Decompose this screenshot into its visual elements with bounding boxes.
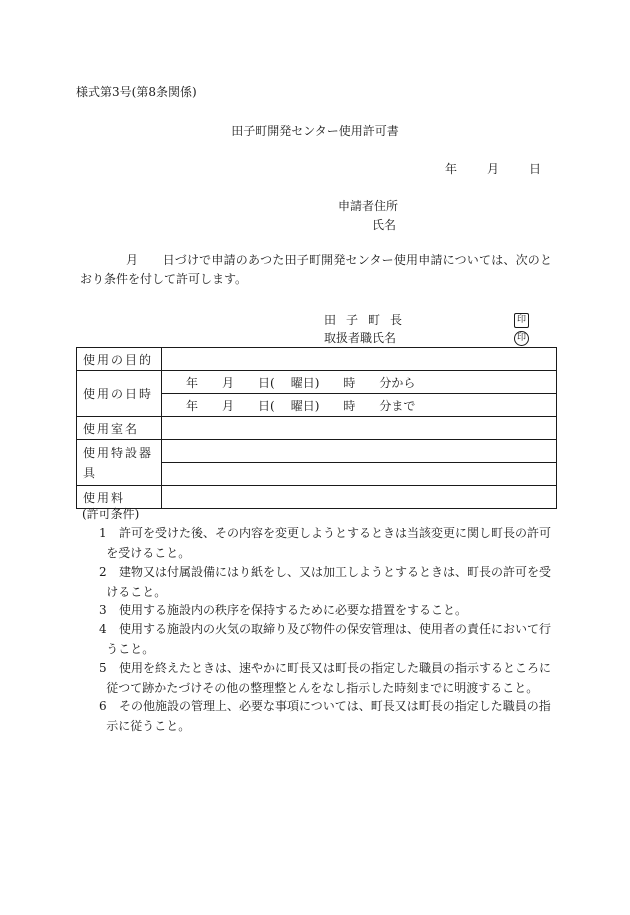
condition-number: 5 (99, 661, 107, 675)
datetime-to (162, 394, 557, 417)
condition-number: 1 (99, 526, 107, 540)
table-row-fee (77, 486, 557, 509)
date-day: 日 (529, 162, 542, 176)
equipment-value-2 (162, 463, 557, 486)
from-hour: 時 (343, 375, 356, 390)
room-label: 使用室名 (77, 417, 162, 440)
condition-text: 許可を受けた後、その内容を変更しようとするときは当該変更に関し町長の許可を受けること。 (106, 526, 552, 560)
condition-item (99, 620, 559, 659)
date-line (445, 161, 541, 177)
date-year: 年 (445, 162, 458, 176)
equipment-value-1 (162, 440, 557, 463)
datetime-label: 使用の日時 (77, 371, 162, 417)
purpose-label: 使用の目的 (77, 348, 162, 371)
date-month: 月 (487, 162, 500, 176)
body-paragraph: 月 日づけで申請のあつた田子町開発センター使用申請については、次のとおり条件を付して許可します。 (80, 253, 552, 286)
equipment-label: 使用特設器具 (77, 440, 162, 486)
condition-number: 6 (99, 699, 107, 713)
from-month: 月 (222, 375, 235, 390)
to-month: 月 (222, 398, 235, 413)
condition-text: 使用する施設内の火気の取締り及び物件の保安管理は、使用者の責任において行うこと。 (106, 622, 552, 656)
condition-item (99, 563, 559, 602)
table-row-datetime-from (77, 371, 557, 394)
condition-number: 3 (99, 603, 107, 617)
condition-text: 使用する施設内の秩序を保持するために必要な措置をすること。 (119, 603, 468, 617)
permit-info-table (76, 347, 557, 509)
purpose-value (162, 348, 557, 371)
to-year: 年 (186, 398, 199, 413)
table-row-equipment (77, 440, 557, 463)
fee-label: 使用料 (77, 486, 162, 509)
fee-value (162, 486, 557, 509)
condition-text: 使用を終えたときは、速やかに町長又は町長の指定した職員の指示するところに従つて跡かたづけその他の整理整とんをなし指示した時刻までに明渡すること。 (106, 661, 552, 695)
form-number: 様式第3号(第8条関係) (76, 85, 197, 99)
to-day: 日( (258, 398, 275, 413)
page-title: 田子町開発センター使用許可書 (231, 124, 399, 138)
condition-item (99, 524, 559, 563)
condition-number: 2 (99, 565, 107, 579)
applicant-name-label: 氏名 (372, 218, 397, 232)
from-minute: 分から (379, 375, 416, 390)
condition-text: 建物又は付属設備にはり紙をし、又は加工しようとするときは、町長の許可を受けること。 (106, 565, 552, 599)
from-day: 日( (258, 375, 275, 390)
conditions-heading: (許可条件) (82, 507, 140, 521)
to-weekday: 曜日) (290, 398, 320, 413)
condition-item (99, 697, 559, 736)
condition-number: 4 (99, 622, 107, 636)
seal-stamp-mayor: 印 (514, 313, 529, 328)
datetime-from (162, 371, 557, 394)
condition-item (99, 659, 559, 698)
applicant-address-label: 申請者住所 (338, 199, 399, 213)
to-hour: 時 (343, 398, 356, 413)
issuer-handler: 取扱者職氏名 (324, 331, 397, 345)
from-year: 年 (186, 375, 199, 390)
table-row-room (77, 417, 557, 440)
to-minute: 分まで (379, 398, 416, 413)
table-row-purpose (77, 348, 557, 371)
condition-item (99, 601, 559, 621)
issuer-mayor: 田子町長 (324, 313, 413, 327)
seal-stamp-handler: 印 (514, 331, 529, 346)
from-weekday: 曜日) (290, 375, 320, 390)
condition-text: その他施設の管理上、必要な事項については、町長又は町長の指定した職員の指示に従うこと。 (106, 699, 551, 733)
room-value (162, 417, 557, 440)
